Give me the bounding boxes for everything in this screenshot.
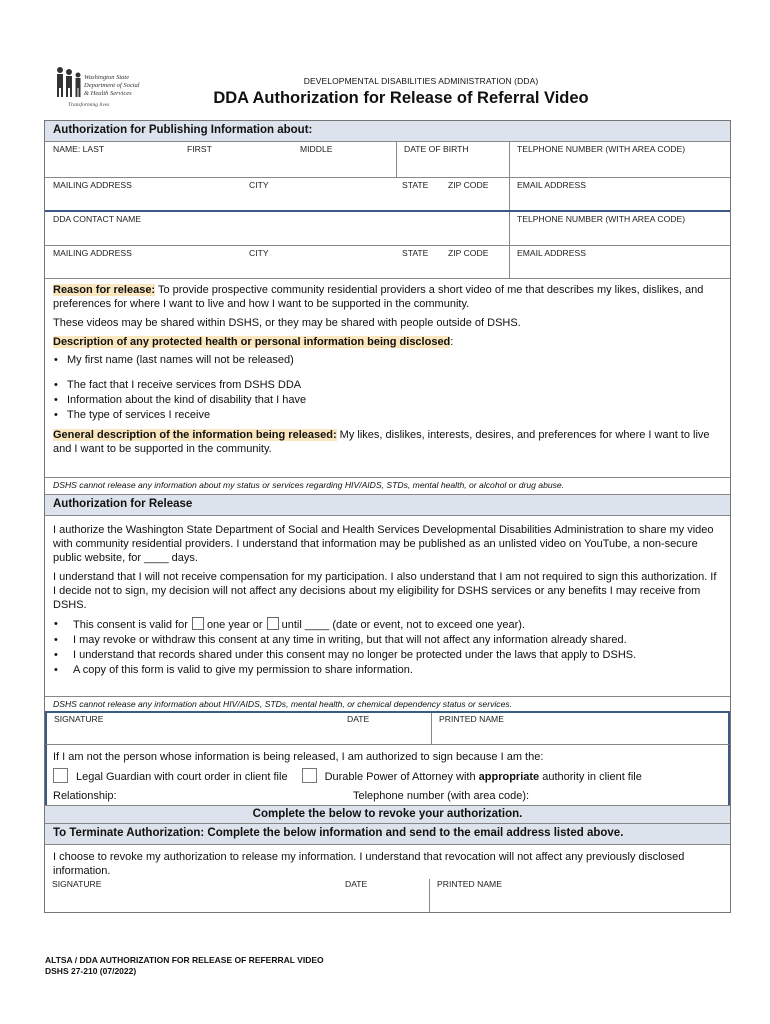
revoke-date-field[interactable] [345,879,429,912]
poa-label-pre: Durable Power of Attorney with [324,771,479,783]
last-name-label: NAME: LAST [53,144,105,154]
signature-field[interactable] [47,713,347,744]
dob-field[interactable] [396,142,509,177]
shared-text: These videos may be shared within DSHS, or they may be shared with people outside of DSHS. [53,317,521,329]
email-label: EMAIL ADDRESS [517,180,586,190]
revoke-date-label: DATE [345,879,368,889]
signature-row [45,711,730,744]
poa-label-post: authority in client file [539,771,642,783]
zip-label: ZIP CODE [448,180,489,190]
hiv-notice-2: DSHS cannot release any information about HIV/AIDS, STDs, mental health, or chemical dependency status or services. [45,696,730,711]
list-item: • The type of services I receive [53,408,722,423]
signature-label: SIGNATURE [54,714,104,724]
date-field[interactable] [347,713,431,744]
family-figures-icon [54,66,84,98]
contact-email-field[interactable] [509,246,730,278]
contact-state-label: STATE [402,248,429,258]
state-label: STATE [402,180,429,190]
printed-name-field[interactable] [431,713,728,744]
hiv-notice-1: DSHS cannot release any information about my status or services regarding HIV/AIDS, STDs, mental health, or alcohol or drug abuse. [45,477,730,494]
revoke-signature-label: SIGNATURE [52,879,102,889]
relationship-label: Relationship: [53,790,117,802]
logo-line-1: Washington State [84,74,130,81]
legal-guardian-label: Legal Guardian with court order in client file [76,771,288,783]
relationship-line [53,789,722,803]
contact-address-row [45,245,730,278]
form-footer [45,955,324,977]
logo-line-2: Department of Social [84,82,140,89]
telephone-label: Telephone number (with area code): [353,790,530,802]
section-authorization-title: Authorization for Release [53,498,193,510]
revoke-signature-field[interactable] [45,879,345,912]
list-item [53,617,722,633]
dob-label: DATE OF BIRTH [404,144,469,154]
power-of-attorney-checkbox[interactable] [302,768,317,783]
contact-zip-label: ZIP CODE [448,248,489,258]
footer-form-title: ALTSA / DDA AUTHORIZATION FOR RELEASE OF REFERRAL VIDEO [45,955,324,965]
consent-prefix: This consent is valid for [73,619,188,631]
date-label: DATE [347,714,370,724]
first-name-list [53,353,722,368]
section-publishing-heading [45,121,730,141]
revoke-printed-name-field[interactable] [429,879,730,912]
reason-paragraph [53,283,722,311]
general-description [53,428,722,456]
email-field[interactable] [509,178,730,210]
contact-mailing-label: MAILING ADDRESS [53,248,132,258]
authorize-paragraph: I authorize the Washington State Department of Social and Health Services Developmental Disabilities Administration to share my video with community residential providers. I understand that information may be published as an unlisted video on YouTube, a non-secure public website, for ____ days. [53,524,714,564]
contact-email-label: EMAIL ADDRESS [517,248,586,258]
page-title: DDA Authorization for Release of Referral Video [213,89,589,107]
one-year-label: one year or [206,619,263,631]
first-name-label: FIRST [187,144,212,154]
dda-contact-label: DDA CONTACT NAME [53,214,142,224]
one-year-checkbox[interactable] [192,617,204,630]
middle-name-label: MIDDLE [300,144,333,154]
description-label: Description of any protected health or personal information being disclosed [53,336,451,348]
consent-terms-list [53,617,722,678]
list-item: • My first name (last names will not be released) [53,353,722,368]
logo-tagline: Transforming lives [68,102,110,108]
list-item: • A copy of this form is valid to give my permission to share information. [53,663,722,678]
contact-city-label: CITY [249,248,269,258]
revoke-printed-name-label: PRINTED NAME [437,879,502,889]
authorized-intro: If I am not the person whose information is being released, I am authorized to sign because I am the: [53,751,544,763]
phone-label: TELPHONE NUMBER (WITH AREA CODE) [517,144,686,154]
description-colon: : [450,336,454,348]
disclosed-info-list [53,378,722,423]
list-item: • I understand that records shared under this consent may no longer be protected under the laws that apply to DSHS. [53,648,722,663]
footer-form-number: DSHS 27-210 (07/2022) [45,966,137,976]
terminate-heading: To Terminate Authorization: Complete the below information and send to the email address listed above. [45,823,730,844]
compensation-paragraph: I understand that I will not receive compensation for my participation. I also understand that I am not required to sign this authorization. If I decide not to sign, my decision will not affect any decisions about my eligibility for DSHS services or any benefits I may receive from DSHS. [53,571,717,611]
section-publishing-title: Authorization for Publishing Information about: [53,124,313,136]
agency-name: DEVELOPMENTAL DISABILITIES ADMINISTRATION (DDA) [303,76,539,86]
release-form [44,120,731,913]
general-description-text: My likes, dislikes, interests, desires, and preferences for where I want to live and I want to be supported in the community. [53,429,710,455]
list-item: • The fact that I receive services from DSHS DDA [53,378,722,393]
revoke-text: I choose to revoke my authorization to release my information. I understand that revocation will not affect any previously disclosed information. [45,844,730,879]
section-authorization-heading [45,494,730,515]
legal-guardian-checkbox[interactable] [53,768,68,783]
contact-phone-field[interactable] [509,212,730,245]
client-address-row [45,177,730,210]
mailing-address-label: MAILING ADDRESS [53,180,132,190]
poa-label-bold: appropriate [478,771,540,783]
authorization-section [45,515,730,696]
contact-name-row [45,210,730,245]
printed-name-label: PRINTED NAME [439,714,504,724]
city-label: CITY [249,180,269,190]
logo-line-3: & Health Services [84,90,132,97]
authorized-options [53,768,722,784]
list-item: • Information about the kind of disability that I have [53,393,722,408]
phone-field[interactable] [509,142,730,177]
contact-phone-label: TELPHONE NUMBER (WITH AREA CODE) [517,214,686,224]
revoke-bar: Complete the below to revoke your authorization. [45,805,730,823]
authorized-rep-section [45,744,730,805]
reason-label: Reason for release: [53,284,156,296]
client-name-row [45,141,730,177]
reason-text: To provide prospective community residential providers a short video of me that describes my likes, dislikes, and preferences for where I want to live and how I want to be supported in the community. [53,284,704,310]
form-header [0,0,770,120]
description-heading [53,335,722,349]
until-label: until ____ (date or event, not to exceed one year). [281,619,525,631]
until-checkbox[interactable] [267,617,279,630]
dshs-logo [54,66,150,110]
list-item: • I may revoke or withdraw this consent at any time in writing, but that will not affect any information already shared. [53,633,722,648]
revoke-signature-row [45,879,730,912]
reason-section [45,278,730,477]
general-description-label: General description of the information being released: [53,429,337,441]
